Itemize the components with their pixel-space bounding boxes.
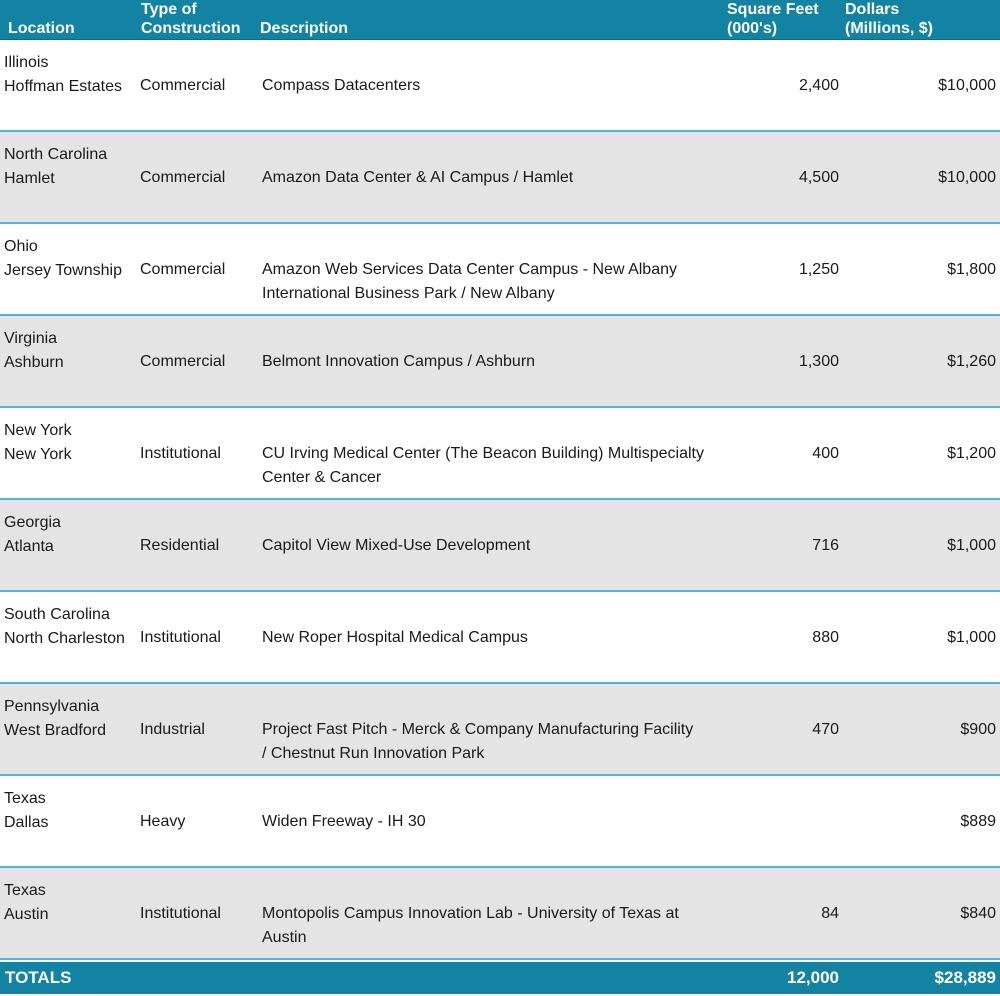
city-text: Ashburn — [4, 353, 64, 371]
table-row — [0, 316, 1000, 408]
location-cell — [0, 592, 137, 682]
description-line1: CU Irving Medical Center (The Beacon Building) Multispecialty — [262, 445, 704, 462]
header-type-label — [141, 0, 241, 38]
state-text: Georgia — [4, 514, 61, 531]
city-text: Austin — [4, 905, 49, 923]
header-location — [0, 0, 137, 39]
state-text: New York — [4, 422, 72, 439]
square-feet-cell: 400 — [812, 445, 839, 462]
description-line2: / Chestnut Run Innovation Park — [262, 744, 485, 762]
state-text: South Carolina — [4, 606, 110, 623]
location-cell — [0, 40, 137, 130]
table-row — [0, 592, 1000, 684]
description-line1: New Roper Hospital Medical Campus — [262, 629, 528, 646]
table-header — [0, 0, 1000, 40]
description-line1: Belmont Innovation Campus / Ashburn — [262, 353, 536, 370]
header-dollars-line2: (Millions, $) — [845, 20, 933, 37]
dollars-cell: $10,000 — [938, 77, 996, 94]
totals-desc-empty — [260, 962, 724, 994]
city-text: Jersey Township — [4, 261, 122, 279]
table-row — [0, 868, 1000, 960]
table-row — [0, 684, 1000, 776]
city-text: New York — [4, 445, 72, 463]
city-text: West Bradford — [4, 721, 106, 739]
square-feet-cell: 1,250 — [798, 261, 839, 278]
table-row — [0, 408, 1000, 500]
description-cell — [260, 868, 724, 958]
dollars-cell: $840 — [960, 905, 996, 922]
construction-type-cell: Institutional — [140, 629, 221, 646]
header-sqft-line2: (000's) — [727, 20, 778, 37]
description-line2: Austin — [262, 928, 307, 946]
table-row — [0, 224, 1000, 316]
square-feet-cell: 2,400 — [798, 77, 839, 94]
dollars-cell: $889 — [960, 813, 996, 830]
state-text: Texas — [4, 882, 46, 899]
city-text: North Charleston — [4, 629, 125, 647]
construction-type-cell: Commercial — [140, 77, 226, 94]
construction-type-cell: Residential — [140, 537, 220, 554]
construction-type-cell: Commercial — [140, 169, 226, 186]
city-text: Hoffman Estates — [4, 77, 122, 95]
header-dollars-label — [845, 0, 933, 38]
description-line1: Capitol View Mixed-Use Development — [262, 537, 531, 554]
description-cell — [260, 40, 724, 130]
description-line1: Compass Datacenters — [262, 77, 421, 94]
header-type — [137, 0, 260, 39]
dollars-cell: $1,000 — [947, 629, 996, 646]
square-feet-cell: 716 — [812, 537, 839, 554]
state-text: North Carolina — [4, 146, 108, 163]
description-cell — [260, 500, 724, 590]
square-feet-cell — [724, 776, 842, 866]
header-sqft-line1: Square Feet — [727, 1, 819, 18]
table-body — [0, 40, 1000, 960]
description-cell — [260, 224, 724, 314]
city-text: Atlanta — [4, 537, 54, 555]
table-row — [0, 40, 1000, 132]
description-line1: Amazon Data Center & AI Campus / Hamlet — [262, 169, 574, 186]
description-line2: International Business Park / New Albany — [262, 284, 555, 302]
location-cell — [0, 868, 137, 958]
location-cell — [0, 776, 137, 866]
description-line1: Montopolis Campus Innovation Lab - University of Texas at — [262, 905, 679, 922]
description-cell — [260, 408, 724, 498]
description-line2: Center & Cancer — [262, 468, 382, 486]
state-text: Virginia — [4, 330, 58, 347]
totals-label: TOTALS — [5, 968, 72, 987]
location-cell — [0, 684, 137, 774]
construction-type-cell: Commercial — [140, 353, 226, 370]
header-location-label: Location — [8, 20, 75, 37]
table-row — [0, 500, 1000, 592]
header-type-line1: Type of — [141, 1, 197, 18]
description-cell — [260, 132, 724, 222]
description-cell — [260, 592, 724, 682]
square-feet-cell: 1,300 — [798, 353, 839, 370]
header-type-line2: Construction — [141, 20, 241, 37]
square-feet-cell: 880 — [812, 629, 839, 646]
totals-row — [0, 962, 1000, 994]
square-feet-cell: 470 — [812, 721, 839, 738]
state-text: Pennsylvania — [4, 698, 100, 715]
totals-type-empty — [137, 962, 260, 994]
state-text: Illinois — [4, 54, 49, 71]
location-cell — [0, 316, 137, 406]
table-row — [0, 132, 1000, 224]
dollars-cell: $900 — [960, 721, 996, 738]
description-cell — [260, 316, 724, 406]
state-text: Ohio — [4, 238, 38, 255]
dollars-cell: $1,800 — [947, 261, 996, 278]
city-text: Dallas — [4, 813, 49, 831]
state-text: Texas — [4, 790, 46, 807]
header-square-feet — [724, 0, 842, 39]
construction-type-cell: Industrial — [140, 721, 205, 738]
location-cell — [0, 224, 137, 314]
totals-dollars: $28,889 — [934, 968, 996, 987]
header-description — [260, 0, 724, 39]
construction-type-cell: Heavy — [140, 813, 186, 830]
dollars-cell: $10,000 — [938, 169, 996, 186]
city-text: Hamlet — [4, 169, 55, 187]
square-feet-cell: 84 — [821, 905, 839, 922]
construction-type-cell: Commercial — [140, 261, 226, 278]
header-dollars — [842, 0, 1000, 39]
dollars-cell: $1,200 — [947, 445, 996, 462]
square-feet-cell: 4,500 — [798, 169, 839, 186]
description-line1: Amazon Web Services Data Center Campus - New Albany — [262, 261, 677, 278]
location-cell — [0, 408, 137, 498]
construction-type-cell: Institutional — [140, 445, 221, 462]
description-cell — [260, 776, 724, 866]
header-description-label: Description — [260, 20, 349, 37]
dollars-cell: $1,000 — [947, 537, 996, 554]
header-sqft-label — [727, 0, 819, 38]
table-row — [0, 776, 1000, 868]
totals-sqft: 12,000 — [787, 968, 839, 987]
dollars-cell: $1,260 — [947, 353, 996, 370]
location-cell — [0, 132, 137, 222]
header-dollars-line1: Dollars — [845, 1, 900, 18]
description-cell — [260, 684, 724, 774]
location-cell — [0, 500, 137, 590]
description-line1: Widen Freeway - IH 30 — [262, 813, 426, 830]
description-line1: Project Fast Pitch - Merck & Company Manufacturing Facility — [262, 721, 694, 738]
construction-type-cell: Institutional — [140, 905, 221, 922]
